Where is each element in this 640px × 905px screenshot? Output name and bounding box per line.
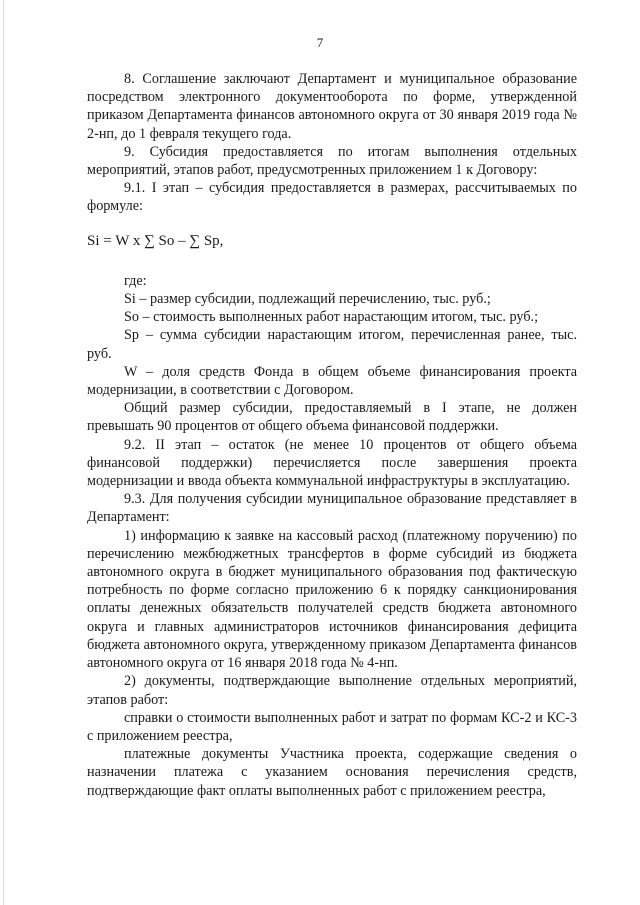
paragraph-9-1: 9.1. I этап – субсидия предоставляется в размерах, рассчитываемых по формуле: (87, 180, 577, 215)
paragraph-8: 8. Соглашение заключают Департамент и муниципальное образование посредством электронного документооборота по форме, утвержденной приказом Департамента финансов автономного округа от 30 января 2019 года № 2-нп, до 1 февраля текущего года. (87, 71, 577, 142)
page-number: 7 (316, 35, 324, 50)
list-item-certificates: справки о стоимости выполненных работ и затрат по формам КС-2 и КС-3 с приложением реестра, (87, 709, 577, 744)
list-item-2: 2) документы, подтверждающие выполнение отдельных мероприятий, этапов работ: (87, 673, 577, 708)
paragraph-9: 9. Субсидия предоставляется по итогам выполнения отдельных мероприятий, этапов работ, предусмотренных приложением 1 к Договору: (87, 143, 577, 179)
scan-edge-line (3, 0, 4, 905)
total-subsidy-limit: Общий размер субсидии, предоставляемый в I этапе, не должен превышать 90 процентов от общего объема финансовой поддержки. (87, 400, 577, 435)
list-item-payment-documents: платежные документы Участника проекта, содержащие сведения о назначении платежа с указанием основания перечисления средств, подтверждающие факт оплаты выполненных работ с приложением реестра, (87, 746, 577, 799)
definition-w: W – доля средств Фонда в общем объеме финансирования проекта модернизации, в соответствии с Договором. (87, 363, 577, 399)
subsidy-formula: Si = W x ∑ So – ∑ Sp, (87, 232, 224, 249)
definition-si: Si – размер субсидии, подлежащий перечислению, тыс. руб.; (124, 291, 491, 308)
list-item-1: 1) информацию к заявке на кассовый расход (платежному поручению) по перечислению межбюджетных трансфертов в форме субсидий из бюджета автономного округа в бюджет муниципального образования под фактическую потребность по форме согласно приложению 6 к порядку санкционирования оплаты денежных обязательств получателей средств бюджета автономного округа и главных администраторов источников финансирования дефицита бюджета автономного округа, утвержденному приказом Департамента финансов автономного округа от 16 января 2018 года № 4-нп. (87, 527, 577, 672)
definition-so: So – стоимость выполненных работ нарастающим итогом, тыс. руб.; (124, 309, 539, 326)
document-body (87, 70, 577, 800)
definition-sp: Sp – сумма субсидии нарастающим итогом, перечисленная ранее, тыс. руб. (87, 327, 577, 362)
paragraph-9-3: 9.3. Для получения субсидии муниципальное образование представляет в Департамент: (87, 491, 577, 526)
formula-where: где: (124, 272, 147, 289)
paragraph-9-2: 9.2. II этап – остаток (не менее 10 процентов от общего объема финансовой поддержки) перечисляется после завершения проекта модернизации и ввода объекта коммунальной инфраструктуры в эксплуатацию. (87, 436, 577, 490)
